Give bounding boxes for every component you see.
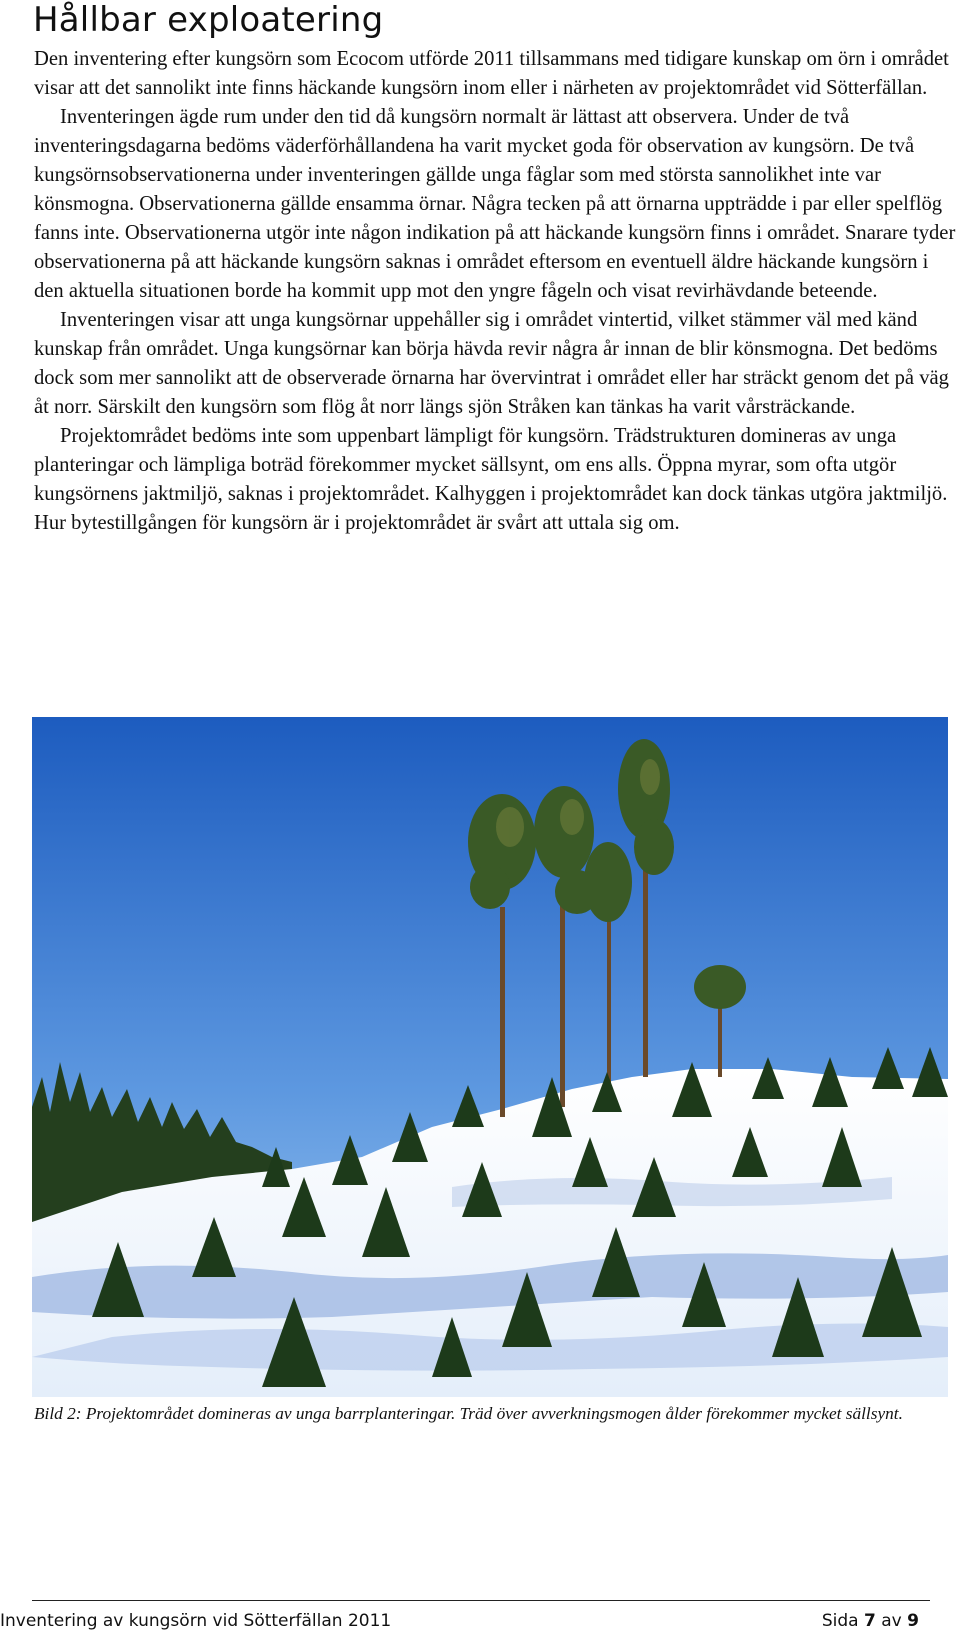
paragraph-3: Inventeringen visar att unga kungsörnar uppehåller sig i området vintertid, vilket stämmer väl med känd kunskap från området. Unga kungsörnar kan börja hävda revir några år innan de blir könsmogna. Det bedöms dock som mer sannolikt att de observerade örnarna har övervintrat i området eller har sträckt genom det på väg åt norr. Särskilt den kungsörn som flög åt norr längs sjön Stråken kan tänkas ha varit vårsträckande.: [34, 309, 949, 418]
page-label: Sida: [821, 1611, 859, 1631]
page-total: 9: [907, 1611, 919, 1631]
page-separator: av: [881, 1611, 902, 1631]
page-current: 7: [864, 1611, 876, 1631]
footer-title: Inventering av kungsörn vid Sötterfällan 2011: [0, 1611, 392, 1631]
body-text: [34, 45, 956, 538]
photo-caption: Bild 2: Projektområdet domineras av unga barrplanteringar. Träd över avverkningsmogen ålder förekommer mycket sällsynt.: [34, 1404, 903, 1423]
paragraph-4: Projektområdet bedöms inte som uppenbart lämpligt för kungsörn. Trädstrukturen domineras av unga planteringar och lämpliga boträd förekommer mycket sällsynt, om ens alls. Öppna myrar, som ofta utgör kungsörnens jaktmiljö, saknas i projektområdet. Kalhyggen i projektområdet kan dock tänkas utgöra jaktmiljö. Hur bytestillgången för kungsörn är i projektområdet är svårt att uttala sig om.: [34, 425, 948, 534]
page-heading: Hållbar exploatering: [33, 0, 384, 40]
footer-divider: [32, 1600, 930, 1601]
footer-page-number: [822, 1610, 919, 1632]
landscape-photo: [32, 717, 948, 1397]
paragraph-2: Inventeringen ägde rum under den tid då kungsörn normalt är lättast att observera. Under de två inventeringsdagarna bedöms väderförhållandena ha varit mycket goda för observation av kungsörn. De två kungsörnsobservationerna under inventeringen gällde unga fåglar som med största sannolikhet inte var könsmogna. Observationerna gällde ensamma örnar. Några tecken på att örnarna uppträdde i par eller spelflög fanns inte. Observationerna utgör inte någon indikation på att häckande kungsörn finns i området. Snarare tyder observationerna på att häckande kungsörn saknas i området eftersom en eventuell äldre häckande kungsörn i den aktuella situationen borde ha kommit upp mot den yngre fågeln och visat revirhävdande beteende.: [34, 106, 956, 302]
paragraph-1: Den inventering efter kungsörn som Ecocom utförde 2011 tillsammans med tidigare kunskap om örn i området visar att det sannolikt inte finns häckande kungsörn inom eller i närheten av projektområdet vid Sötterfällan.: [34, 48, 949, 99]
